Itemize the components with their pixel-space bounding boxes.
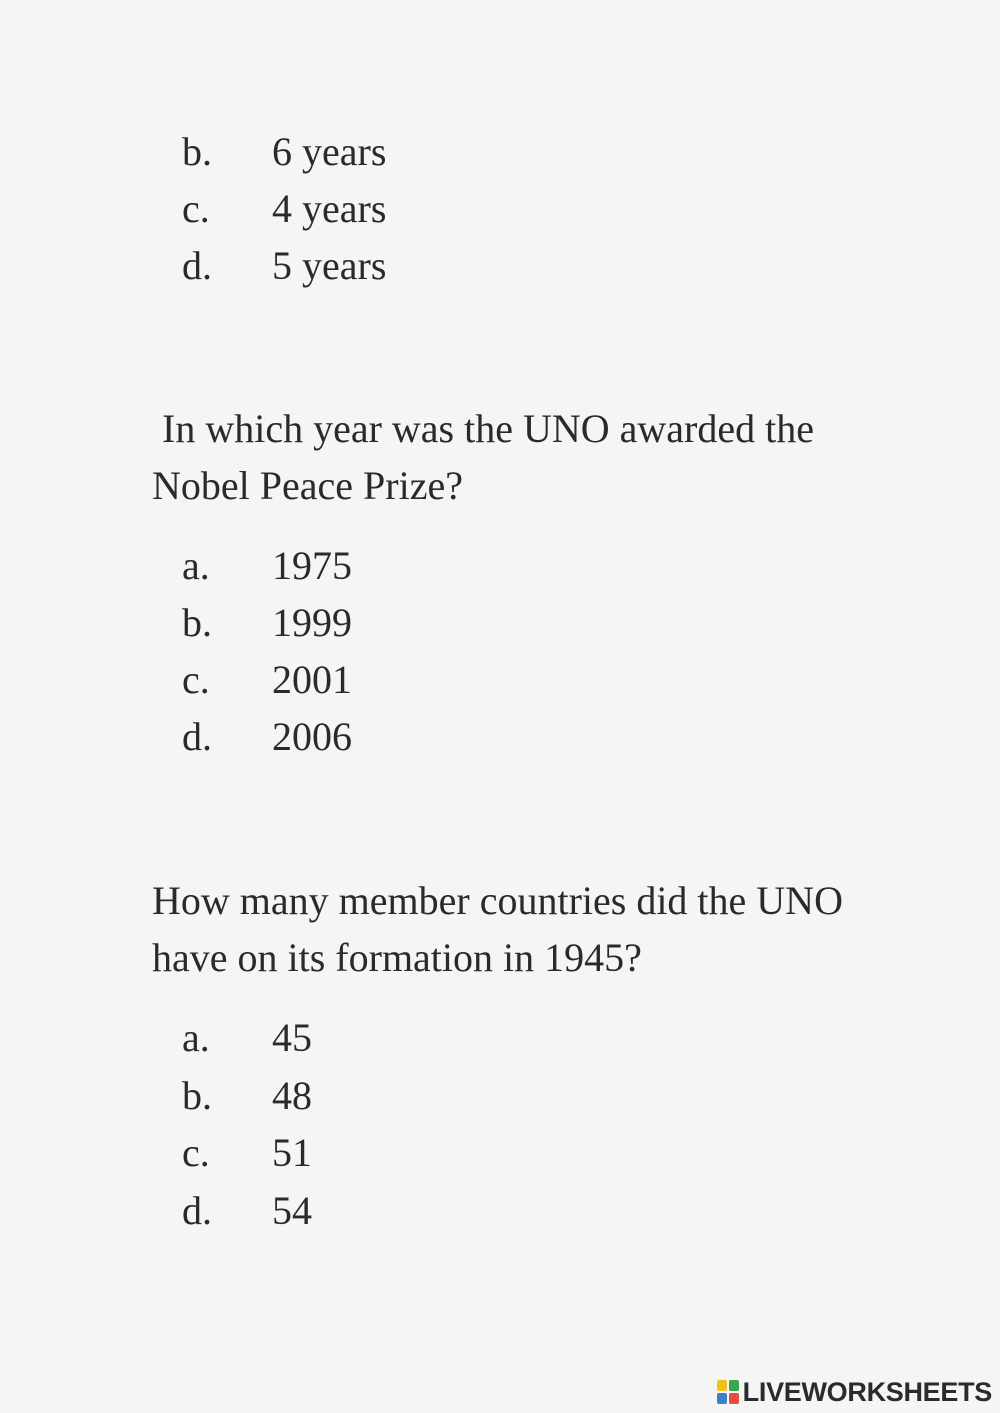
option-text: 54 xyxy=(272,1188,312,1233)
option-letter: a. xyxy=(182,1015,210,1060)
option-letter: b. xyxy=(182,129,212,174)
option-prev-d[interactable] xyxy=(182,241,386,291)
brand-watermark xyxy=(717,1377,992,1407)
option-letter: c. xyxy=(182,1130,210,1175)
liveworksheets-logo-icon xyxy=(717,1380,739,1404)
option-text: 51 xyxy=(272,1130,312,1175)
logo-square xyxy=(729,1380,739,1391)
logo-square xyxy=(729,1393,739,1404)
option-text: 1999 xyxy=(272,600,352,645)
option-nobel-c[interactable] xyxy=(182,655,352,705)
option-text: 48 xyxy=(272,1073,312,1118)
option-nobel-d[interactable] xyxy=(182,712,352,762)
option-letter: b. xyxy=(182,600,212,645)
option-text: 1975 xyxy=(272,543,352,588)
option-letter: d. xyxy=(182,243,212,288)
option-nobel-a[interactable] xyxy=(182,541,352,591)
logo-square xyxy=(717,1380,727,1391)
option-text: 6 years xyxy=(272,129,387,174)
option-members-a[interactable] xyxy=(182,1013,312,1063)
option-letter: d. xyxy=(182,714,212,759)
option-nobel-b[interactable] xyxy=(182,598,352,648)
question-nobel-text: In which year was the UNO awarded the Nobel Peace Prize? xyxy=(152,406,824,508)
option-text: 5 years xyxy=(272,243,387,288)
option-letter: a. xyxy=(182,543,210,588)
brand-name: LIVEWORKSHEETS xyxy=(742,1376,992,1407)
option-members-b[interactable] xyxy=(182,1071,312,1121)
option-letter: c. xyxy=(182,186,210,231)
option-text: 2006 xyxy=(272,714,352,759)
option-members-c[interactable] xyxy=(182,1128,312,1178)
option-text: 4 years xyxy=(272,186,387,231)
option-letter: d. xyxy=(182,1188,212,1233)
option-text: 2001 xyxy=(272,657,352,702)
option-prev-b[interactable] xyxy=(182,127,386,177)
option-prev-c[interactable] xyxy=(182,184,386,234)
option-letter: b. xyxy=(182,1073,212,1118)
logo-square xyxy=(717,1393,727,1404)
option-members-d[interactable] xyxy=(182,1186,312,1236)
option-letter: c. xyxy=(182,657,210,702)
question-members-text: How many member countries did the UNO have on its formation in 1945? xyxy=(152,878,843,980)
option-text: 45 xyxy=(272,1015,312,1060)
